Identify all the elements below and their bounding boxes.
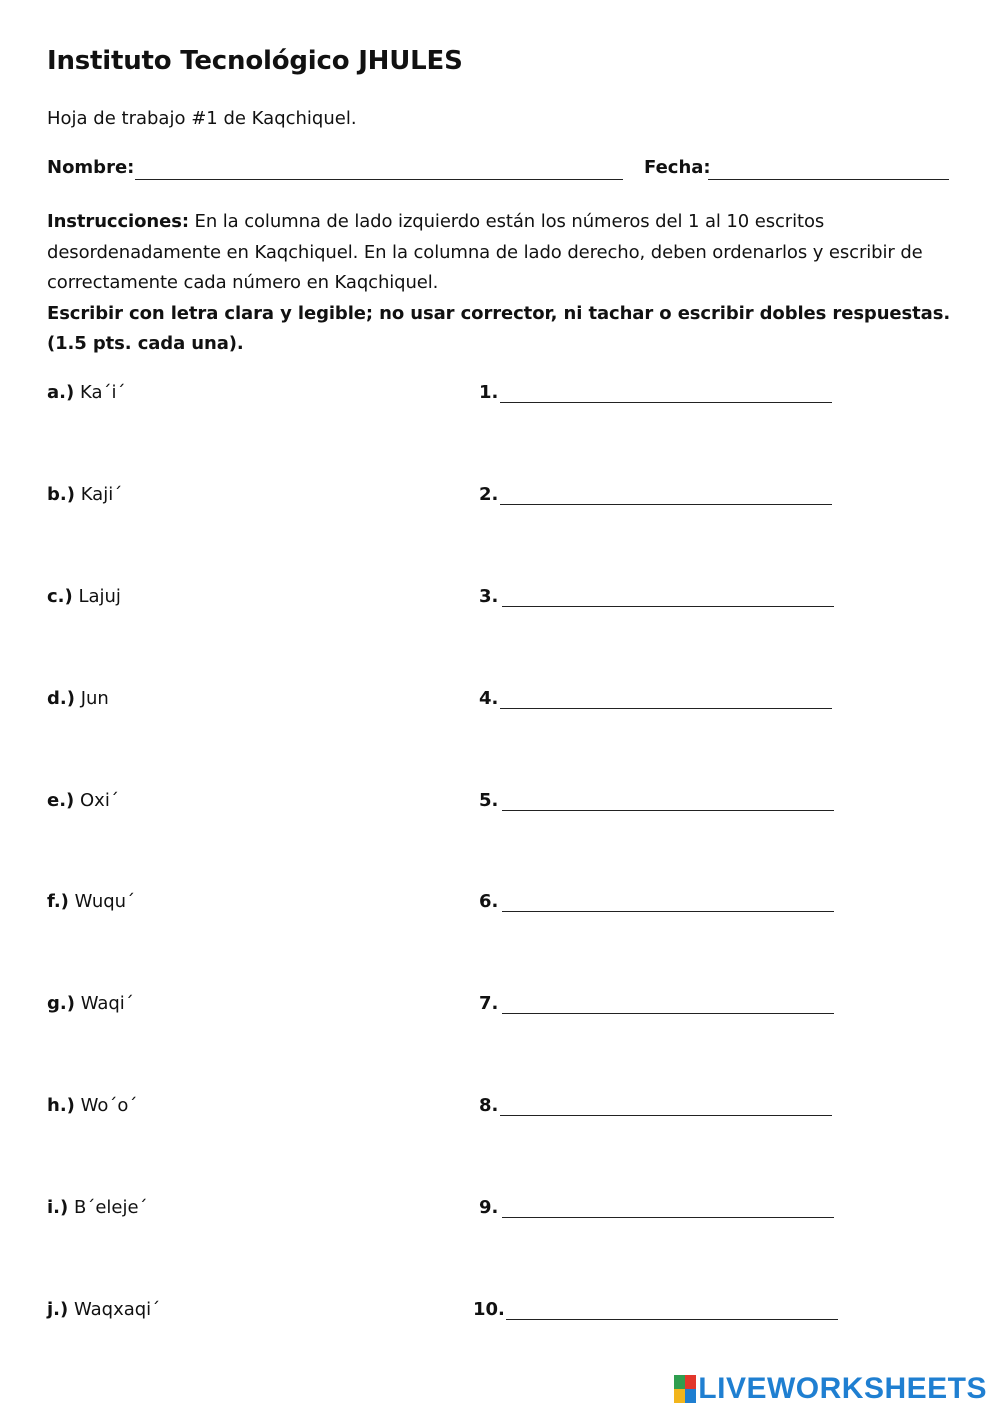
date-label: Fecha:	[644, 157, 711, 178]
word-item	[47, 891, 135, 917]
answer-row	[479, 484, 839, 510]
item-word: Jun	[80, 688, 109, 709]
answer-field[interactable]	[502, 911, 834, 912]
instructions-label: Instrucciones:	[47, 211, 189, 232]
answer-number: 5.	[479, 790, 499, 811]
word-item	[47, 993, 134, 1019]
item-key: j.)	[47, 1299, 69, 1320]
answer-number: 6.	[479, 891, 499, 912]
instructions-note: Escribir con letra clara y legible; no usar corrector, ni tachar o escribir dobles respuestas. (1.5 pts. cada una).	[47, 302, 951, 354]
answer-field[interactable]	[502, 1217, 834, 1218]
word-item	[47, 586, 121, 612]
answer-field[interactable]	[500, 402, 832, 403]
item-key: b.)	[47, 484, 75, 505]
instructions-text: En la columna de lado izquierdo están los números del 1 al 10 escritos desordenadamente en Kaqchiquel. En la columna de lado derecho, deben ordenarlos y escribir de correctamente cada número en Kaqchiquel.	[47, 211, 923, 293]
answer-field[interactable]	[502, 1013, 834, 1014]
item-word: Ka´i´	[79, 382, 126, 403]
answer-field[interactable]	[500, 708, 832, 709]
answer-number: 10.	[473, 1299, 505, 1320]
name-field[interactable]	[135, 179, 623, 180]
liveworksheets-logo-text: LIVEWORKSHEETS	[698, 1372, 987, 1405]
answer-number: 8.	[479, 1095, 499, 1116]
name-date-row	[47, 157, 952, 185]
item-word: Kaji´	[80, 484, 123, 505]
page-subtitle: Hoja de trabajo #1 de Kaqchiquel.	[47, 108, 357, 129]
answer-row	[479, 382, 839, 408]
answer-row	[479, 993, 839, 1019]
answer-row	[473, 1299, 843, 1325]
answer-field[interactable]	[502, 606, 834, 607]
answer-row	[479, 688, 839, 714]
item-word: Waqxaqi´	[73, 1299, 161, 1320]
page-title: Instituto Tecnológico JHULES	[47, 46, 463, 76]
instructions-block	[47, 207, 952, 360]
item-word: Lajuj	[78, 586, 121, 607]
item-word: Wuqu´	[74, 891, 136, 912]
word-item	[47, 1095, 137, 1121]
answer-field[interactable]	[500, 504, 832, 505]
word-item	[47, 1299, 160, 1325]
answer-row	[479, 790, 839, 816]
name-label: Nombre:	[47, 157, 135, 178]
word-item	[47, 1197, 148, 1223]
liveworksheets-logo-icon	[674, 1375, 696, 1403]
word-item	[47, 382, 125, 408]
item-word: Oxi´	[80, 790, 119, 811]
item-key: g.)	[47, 993, 75, 1014]
item-word: Waqi´	[80, 993, 134, 1014]
item-word: Wo´o´	[80, 1095, 138, 1116]
answer-field[interactable]	[502, 810, 834, 811]
answer-number: 3.	[479, 586, 499, 607]
item-key: h.)	[47, 1095, 75, 1116]
item-key: f.)	[47, 891, 69, 912]
item-key: i.)	[47, 1197, 69, 1218]
answer-row	[479, 586, 839, 612]
answer-number: 9.	[479, 1197, 499, 1218]
answer-row	[479, 1197, 839, 1223]
word-item	[47, 688, 109, 714]
word-item	[47, 790, 119, 816]
item-key: d.)	[47, 688, 75, 709]
item-key: e.)	[47, 790, 75, 811]
word-item	[47, 484, 122, 510]
date-field[interactable]	[708, 179, 949, 180]
item-word: B´eleje´	[73, 1197, 148, 1218]
answer-number: 4.	[479, 688, 499, 709]
answer-field[interactable]	[500, 1115, 832, 1116]
answer-number: 1.	[479, 382, 499, 403]
answer-row	[479, 891, 839, 917]
answer-number: 2.	[479, 484, 499, 505]
item-key: c.)	[47, 586, 73, 607]
answer-field[interactable]	[506, 1319, 838, 1320]
answer-number: 7.	[479, 993, 499, 1014]
item-key: a.)	[47, 382, 75, 403]
liveworksheets-logo	[674, 1372, 987, 1406]
answer-row	[479, 1095, 839, 1121]
